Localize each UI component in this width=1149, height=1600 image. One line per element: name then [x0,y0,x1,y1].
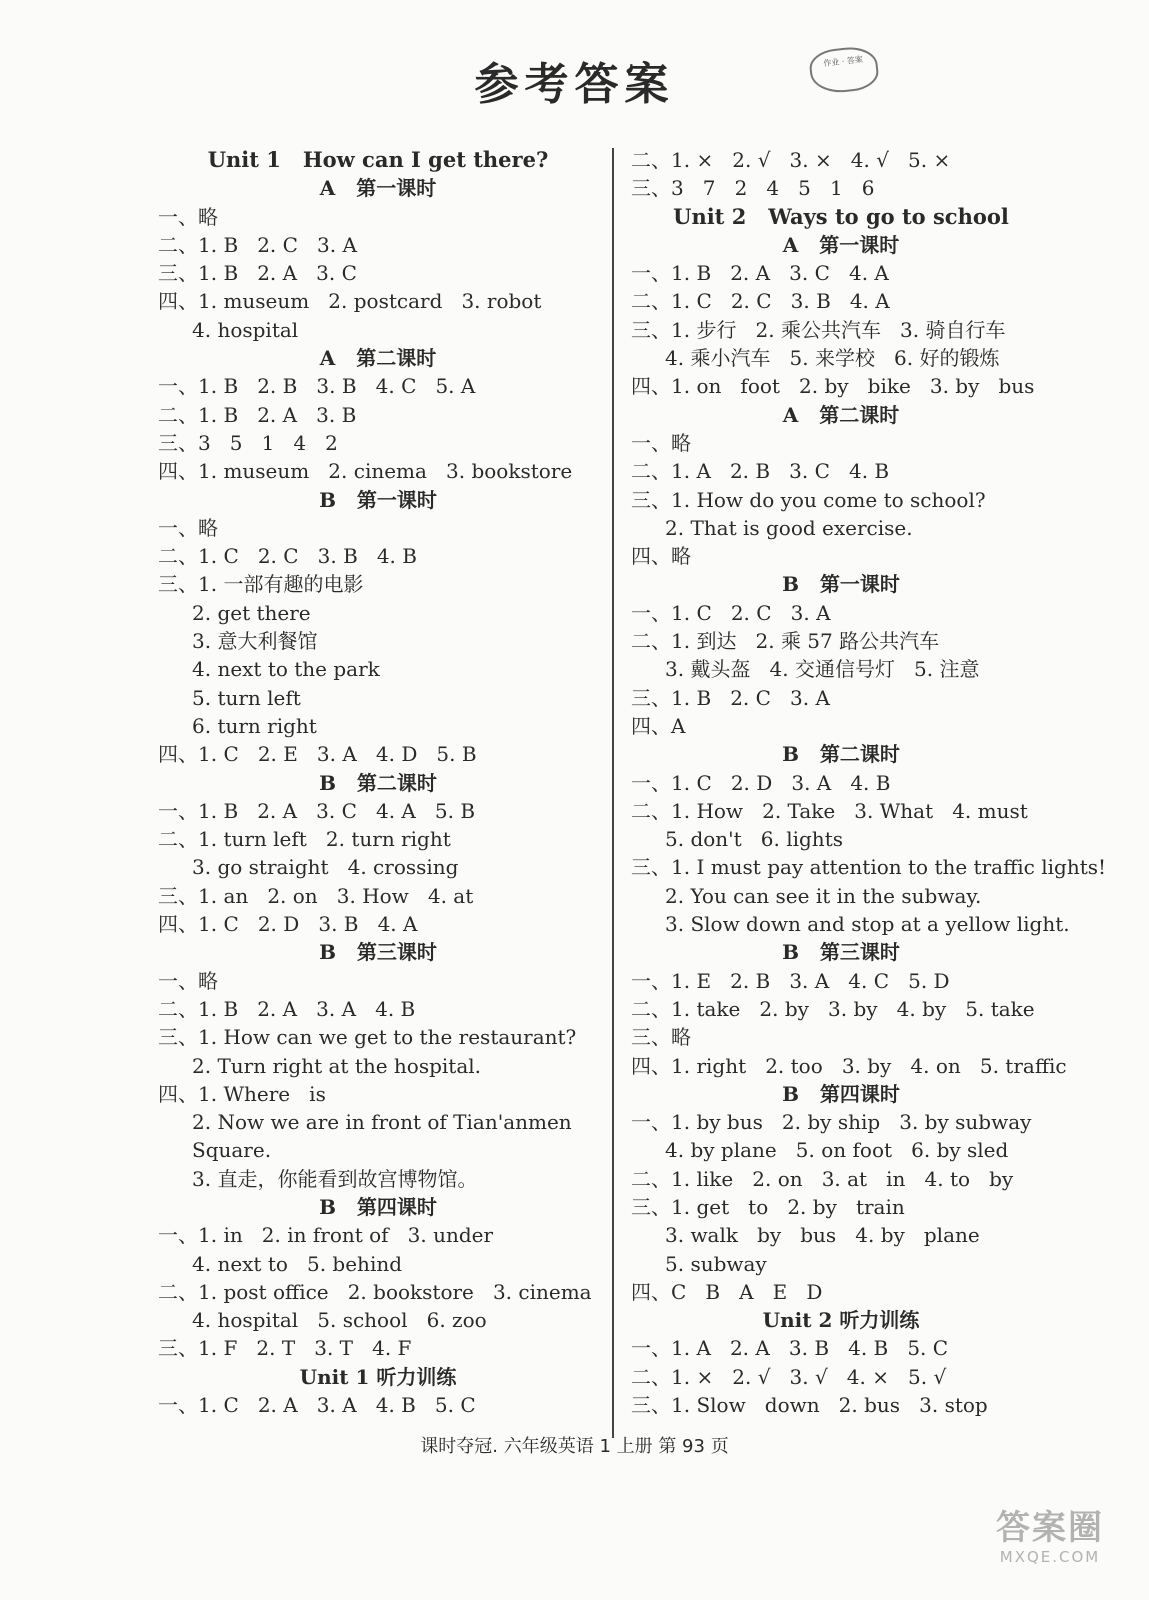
left-answer-line: B 第二课时 [319,770,437,795]
right-answer-line: B 第四课时 [782,1081,900,1106]
right-answer-line: 3. walk by bus 4. by plane [665,1223,980,1248]
right-answer-line: 二、1. How 2. Take 3. What 4. must [631,798,1028,823]
left-answer-line: 一、1. in 2. in front of 3. under [158,1223,494,1248]
left-answer-line: B 第四课时 [319,1194,437,1219]
left-answer-line: 三、1. How can we get to the restaurant? [158,1025,577,1050]
right-answer-line: 四、略 [631,544,691,569]
right-answer-line: 三、1. get to 2. by train [631,1194,905,1219]
left-answer-line: 四、1. museum 2. cinema 3. bookstore [158,459,573,484]
left-answer-line: 一、1. B 2. A 3. C 4. A 5. B [158,798,476,823]
left-answer-line: Unit 1 How can I get there? [207,147,549,172]
left-answer-line: 3. go straight 4. crossing [192,855,459,880]
left-answer-line: 三、3 5 1 4 2 [158,430,338,455]
left-answer-line: 四、1. C 2. E 3. A 4. D 5. B [158,742,477,767]
right-answer-line: A 第二课时 [782,402,900,427]
left-answer-line: 二、1. C 2. C 3. B 4. B [158,544,417,569]
right-answer-line: B 第二课时 [782,742,900,767]
right-answer-line: 3. 戴头盔 4. 交通信号灯 5. 注意 [665,657,980,682]
right-answer-line: 二、1. take 2. by 3. by 4. by 5. take [631,996,1035,1021]
right-answer-line: 一、1. A 2. A 3. B 4. B 5. C [631,1336,949,1361]
right-answer-line: 二、1. A 2. B 3. C 4. B [631,459,890,484]
stamp-logo: 作业 · 答案 [808,45,880,96]
left-answer-line: 4. next to the park [192,657,380,682]
right-answer-line: B 第三课时 [782,940,900,965]
right-answer-line: 四、1. on foot 2. by bike 3. by bus [631,374,1035,399]
left-answer-line: 三、1. F 2. T 3. T 4. F [158,1336,412,1361]
left-answer-line: Square. [192,1138,272,1163]
right-answer-line: 5. subway [665,1251,767,1276]
right-answer-line: 3. Slow down and stop at a yellow light. [665,912,1070,937]
right-answer-line: 三、1. B 2. C 3. A [631,685,830,710]
left-answer-line: 4. next to 5. behind [192,1251,403,1276]
left-answer-line: 4. hospital 5. school 6. zoo [192,1308,487,1333]
right-answer-line: 4. 乘小汽车 5. 来学校 6. 好的锻炼 [665,346,1000,371]
left-answer-line: B 第三课时 [319,940,437,965]
left-answer-line: 2. Now we are in front of Tian'anmen [192,1110,572,1135]
left-answer-line: 四、1. C 2. D 3. B 4. A [158,912,418,937]
left-answer-line: 三、1. B 2. A 3. C [158,261,357,286]
left-column [158,146,598,1419]
left-answer-line: 四、1. museum 2. postcard 3. robot [158,289,542,314]
right-answer-line: Unit 2 Ways to go to school [673,203,1009,229]
left-answer-line: 4. hospital [192,317,299,342]
right-answer-line: 一、1. by bus 2. by ship 3. by subway [631,1110,1032,1135]
left-answer-line: 一、1. C 2. A 3. A 4. B 5. C [158,1393,476,1418]
page-footer: 课时夺冠. 六年级英语 1 上册 第 93 页 [420,1436,729,1457]
left-answer-line: 3. 直走，你能看到故宫博物馆。 [192,1166,478,1191]
right-answer-line: 三、1. I must pay attention to the traffic lights! [631,855,1107,880]
left-answer-line: 一、略 [158,515,218,540]
watermark-small-text: MXQE.COM [999,1548,1101,1566]
left-answer-line: A 第一课时 [319,176,437,201]
right-answer-line: 三、略 [631,1025,691,1050]
left-answer-line: 6. turn right [192,713,317,738]
left-answer-line: 二、1. B 2. C 3. A [158,232,357,257]
right-answer-line: 二、1. × 2. √ 3. × 4. √ 5. × [631,148,951,172]
right-answer-line: 四、C B A E D [631,1279,823,1304]
watermark-logo [965,1508,1135,1578]
left-answer-line: 二、1. post office 2. bookstore 3. cinema [158,1279,592,1304]
right-answer-line: B 第一课时 [782,572,900,597]
left-answer-line: B 第一课时 [319,487,437,512]
right-answer-line: 二、1. like 2. on 3. at in 4. to by [631,1166,1014,1191]
left-answer-line: 一、略 [158,968,218,993]
left-answer-line: Unit 1 听力训练 [299,1364,457,1389]
left-answer-line: 2. get there [192,600,311,625]
left-answer-line: 5. turn left [192,685,301,710]
left-answer-line: 三、1. an 2. on 3. How 4. at [158,883,474,908]
left-answer-line: 二、1. turn left 2. turn right [158,827,451,852]
page-title: 参考答案 [474,59,675,110]
left-answer-line: A 第二课时 [319,346,437,371]
right-answer-line: 三、1. How do you come to school? [631,487,986,512]
left-answer-line: 一、1. B 2. B 3. B 4. C 5. A [158,374,476,399]
right-answer-line: Unit 2 听力训练 [762,1308,920,1333]
right-answer-line: 2. You can see it in the subway. [665,883,982,908]
right-answer-line: 一、略 [631,430,691,455]
right-answer-line: 4. by plane 5. on foot 6. by sled [665,1138,1009,1163]
left-answer-line: 三、1. 一部有趣的电影 [158,572,364,597]
right-answer-line: 一、1. C 2. C 3. A [631,600,831,625]
right-answer-line: 一、1. C 2. D 3. A 4. B [631,770,891,795]
right-answer-line: 5. don't 6. lights [665,827,843,852]
left-answer-line: 二、1. B 2. A 3. B [158,402,357,427]
left-answer-line: 3. 意大利餐馆 [192,629,318,654]
right-answer-line: 三、1. Slow down 2. bus 3. stop [631,1393,988,1418]
left-answer-line: 一、略 [158,204,218,229]
right-answer-line: 三、3 7 2 4 5 1 6 [631,176,875,201]
right-answer-line: 一、1. E 2. B 3. A 4. C 5. D [631,968,950,993]
right-answer-line: 二、1. × 2. √ 3. √ 4. × 5. √ [631,1364,947,1389]
left-answer-line: 2. Turn right at the hospital. [192,1053,482,1078]
right-answer-line: 四、1. right 2. too 3. by 4. on 5. traffic [631,1053,1067,1078]
right-answer-line: 三、1. 步行 2. 乘公共汽车 3. 骑自行车 [631,317,1006,342]
right-answer-line: 二、1. C 2. C 3. B 4. A [631,289,890,314]
watermark-big-text: 答案圈 [996,1508,1104,1548]
right-answer-line: 二、1. 到达 2. 乘 57 路公共汽车 [631,629,940,654]
column-divider [612,148,614,1438]
left-answer-line: 四、1. Where is [158,1081,326,1106]
right-answer-line: 2. That is good exercise. [665,515,913,540]
right-column [631,146,1107,1419]
right-answer-line: 四、A [631,713,686,738]
right-answer-line: A 第一课时 [782,232,900,257]
right-answer-line: 一、1. B 2. A 3. C 4. A [631,261,889,286]
left-answer-line: 二、1. B 2. A 3. A 4. B [158,996,416,1021]
